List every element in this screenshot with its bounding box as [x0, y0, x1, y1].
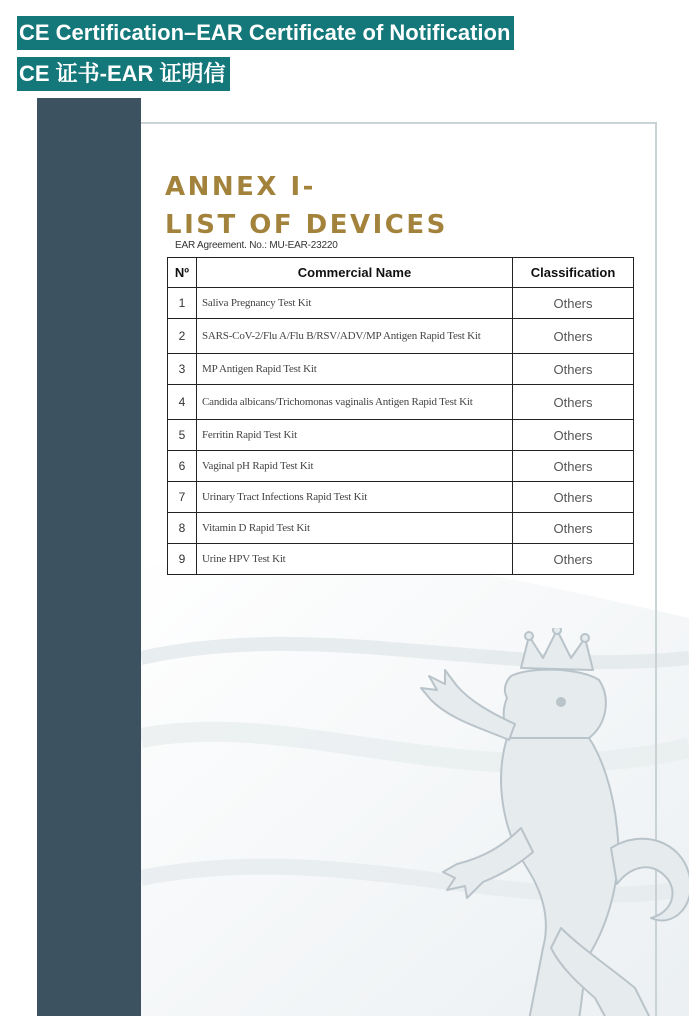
- document-sidebar-band: [37, 98, 141, 1016]
- annex-title: [165, 168, 448, 244]
- row-commercial-name: SARS-CoV-2/Flu A/Flu B/RSV/ADV/MP Antigen Rapid Test Kit: [197, 319, 513, 354]
- row-number: 4: [168, 385, 197, 420]
- row-classification: Others: [513, 420, 634, 451]
- table-row: [168, 544, 634, 575]
- column-header-number: Nº: [168, 258, 197, 288]
- row-number: 3: [168, 354, 197, 385]
- row-number: 1: [168, 288, 197, 319]
- row-classification: Others: [513, 354, 634, 385]
- table-row: [168, 385, 634, 420]
- table-header-row: [168, 258, 634, 288]
- row-classification: Others: [513, 513, 634, 544]
- row-commercial-name: Vaginal pH Rapid Test Kit: [197, 451, 513, 482]
- row-commercial-name: Ferritin Rapid Test Kit: [197, 420, 513, 451]
- table-row: [168, 288, 634, 319]
- row-commercial-name: Vitamin D Rapid Test Kit: [197, 513, 513, 544]
- annex-title-line1: ANNEX I-: [165, 172, 316, 202]
- row-number: 2: [168, 319, 197, 354]
- table-row: [168, 451, 634, 482]
- row-number: 5: [168, 420, 197, 451]
- agreement-number: EAR Agreement. No.: MU-EAR-23220: [175, 240, 338, 251]
- row-classification: Others: [513, 451, 634, 482]
- header-title-chinese: CE 证书-EAR 证明信: [17, 57, 230, 91]
- row-commercial-name: Saliva Pregnancy Test Kit: [197, 288, 513, 319]
- row-commercial-name: Candida albicans/Trichomonas vaginalis Antigen Rapid Test Kit: [197, 385, 513, 420]
- row-number: 8: [168, 513, 197, 544]
- header-title-english: CE Certification–EAR Certificate of Notification: [17, 16, 514, 50]
- table-row: [168, 482, 634, 513]
- row-classification: Others: [513, 544, 634, 575]
- row-commercial-name: Urine HPV Test Kit: [197, 544, 513, 575]
- table-row: [168, 319, 634, 354]
- certificate-page: [141, 98, 689, 1016]
- row-classification: Others: [513, 385, 634, 420]
- table-row: [168, 354, 634, 385]
- table-row: [168, 420, 634, 451]
- devices-table: [167, 257, 634, 575]
- row-commercial-name: MP Antigen Rapid Test Kit: [197, 354, 513, 385]
- crowned-lion-watermark-icon: [411, 628, 689, 1016]
- column-header-commercial-name: Commercial Name: [197, 258, 513, 288]
- row-number: 9: [168, 544, 197, 575]
- column-header-classification: Classification: [513, 258, 634, 288]
- row-commercial-name: Urinary Tract Infections Rapid Test Kit: [197, 482, 513, 513]
- table-row: [168, 513, 634, 544]
- row-number: 7: [168, 482, 197, 513]
- row-classification: Others: [513, 288, 634, 319]
- row-number: 6: [168, 451, 197, 482]
- row-classification: Others: [513, 319, 634, 354]
- annex-title-line2: LIST OF DEVICES: [165, 210, 448, 240]
- row-classification: Others: [513, 482, 634, 513]
